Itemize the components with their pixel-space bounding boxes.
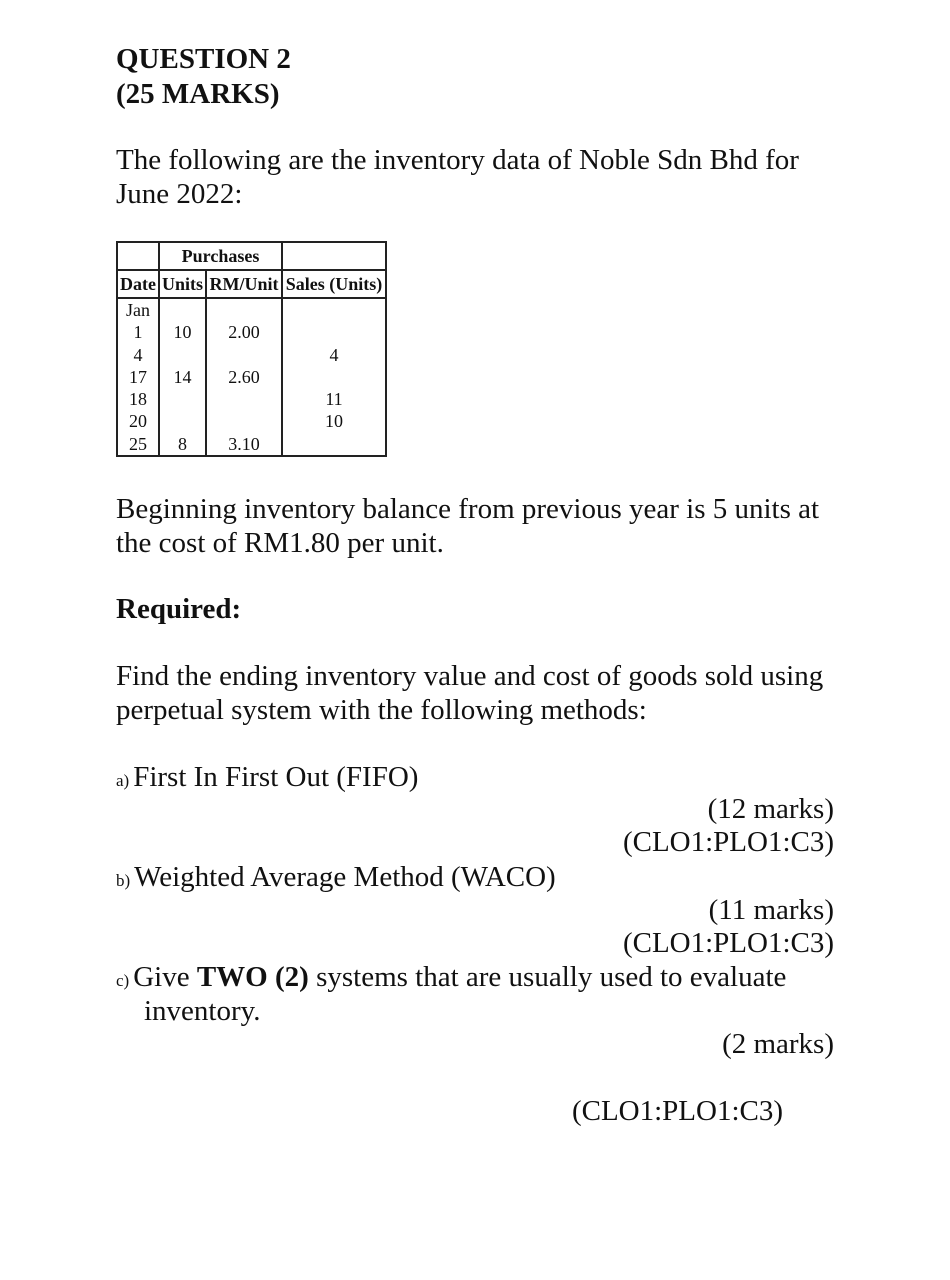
purchases-group-header: Purchases	[159, 242, 282, 270]
table-cell-date: 1	[133, 322, 143, 343]
item-b	[116, 860, 556, 898]
item-c-marks: (2 marks)	[722, 1028, 834, 1060]
total-marks: (25 MARKS)	[116, 78, 280, 110]
inventory-table	[116, 241, 387, 457]
table-cell-sales	[283, 366, 385, 388]
table-cell-rm	[207, 410, 281, 432]
beginning-inventory-line-2: the cost of RM1.80 per unit.	[116, 527, 444, 559]
table-cell-sales	[283, 433, 385, 455]
col-header-sales: Sales (Units)	[282, 270, 386, 298]
table-cell-units	[160, 388, 205, 410]
date-column	[117, 298, 159, 456]
item-c-clo: (CLO1:PLO1:C3)	[571, 1095, 783, 1127]
instruction-line-2: perpetual system with the following methods:	[116, 694, 647, 726]
item-a	[116, 760, 418, 798]
table-cell-units	[160, 299, 205, 321]
instruction-line-1: Find the ending inventory value and cost of goods sold using	[116, 660, 824, 692]
item-c-line-2: inventory.	[144, 995, 261, 1027]
item-c	[116, 960, 786, 998]
col-header-date: Date	[117, 270, 159, 298]
table-cell-units: 10	[173, 322, 192, 343]
table-cell-units: 8	[178, 433, 187, 454]
units-column	[159, 298, 206, 456]
item-a-text: First In First Out (FIFO)	[133, 761, 419, 793]
table-cell-date: 18	[129, 389, 147, 410]
table-cell-sales	[283, 321, 385, 343]
table-cell-rm: 2.60	[228, 366, 260, 387]
item-c-text-post: systems that are usually used to evaluate	[316, 961, 787, 993]
sales-column	[282, 298, 386, 456]
table-cell-date: 20	[129, 411, 147, 432]
item-c-letter: c)	[116, 971, 130, 990]
table-cell-date: 4	[133, 344, 143, 365]
table-cell-sales: 10	[325, 411, 344, 432]
table-cell-rm	[207, 344, 281, 366]
question-title: QUESTION 2	[116, 43, 291, 75]
table-cell-units: 14	[173, 366, 192, 387]
item-a-letter: a)	[116, 771, 130, 790]
header-blank-left	[117, 242, 159, 270]
table-cell-rm: 2.00	[228, 322, 260, 343]
item-b-letter: b)	[116, 871, 131, 890]
table-cell-rm: 3.10	[228, 433, 260, 454]
item-a-marks: (12 marks)	[707, 793, 834, 825]
table-cell-rm	[207, 388, 281, 410]
table-cell-sales	[283, 299, 385, 321]
item-c-text-bold: TWO (2)	[196, 961, 309, 993]
table-cell-date: 25	[129, 433, 147, 454]
table-cell-date: 17	[129, 366, 147, 387]
rm-unit-column	[206, 298, 282, 456]
col-header-units: Units	[159, 270, 206, 298]
table-cell-date: Jan	[126, 300, 150, 320]
table-cell-sales: 4	[329, 344, 339, 365]
table-cell-rm	[207, 299, 281, 321]
table-cell-units	[160, 344, 205, 366]
beginning-inventory-line-1: Beginning inventory balance from previous year is 5 units at	[116, 493, 820, 525]
item-b-clo: (CLO1:PLO1:C3)	[622, 927, 834, 959]
item-b-text: Weighted Average Method (WACO)	[134, 861, 556, 893]
item-c-text-pre: Give	[133, 961, 190, 993]
header-blank-right	[282, 242, 386, 270]
table-cell-units	[160, 410, 205, 432]
intro-line-2: June 2022:	[116, 178, 243, 210]
required-label: Required:	[116, 593, 242, 625]
item-b-marks: (11 marks)	[708, 894, 834, 926]
item-a-clo: (CLO1:PLO1:C3)	[622, 826, 834, 858]
col-header-rm-unit: RM/Unit	[206, 270, 282, 298]
table-cell-sales: 11	[325, 389, 343, 410]
intro-line-1: The following are the inventory data of Noble Sdn Bhd for	[116, 144, 799, 176]
